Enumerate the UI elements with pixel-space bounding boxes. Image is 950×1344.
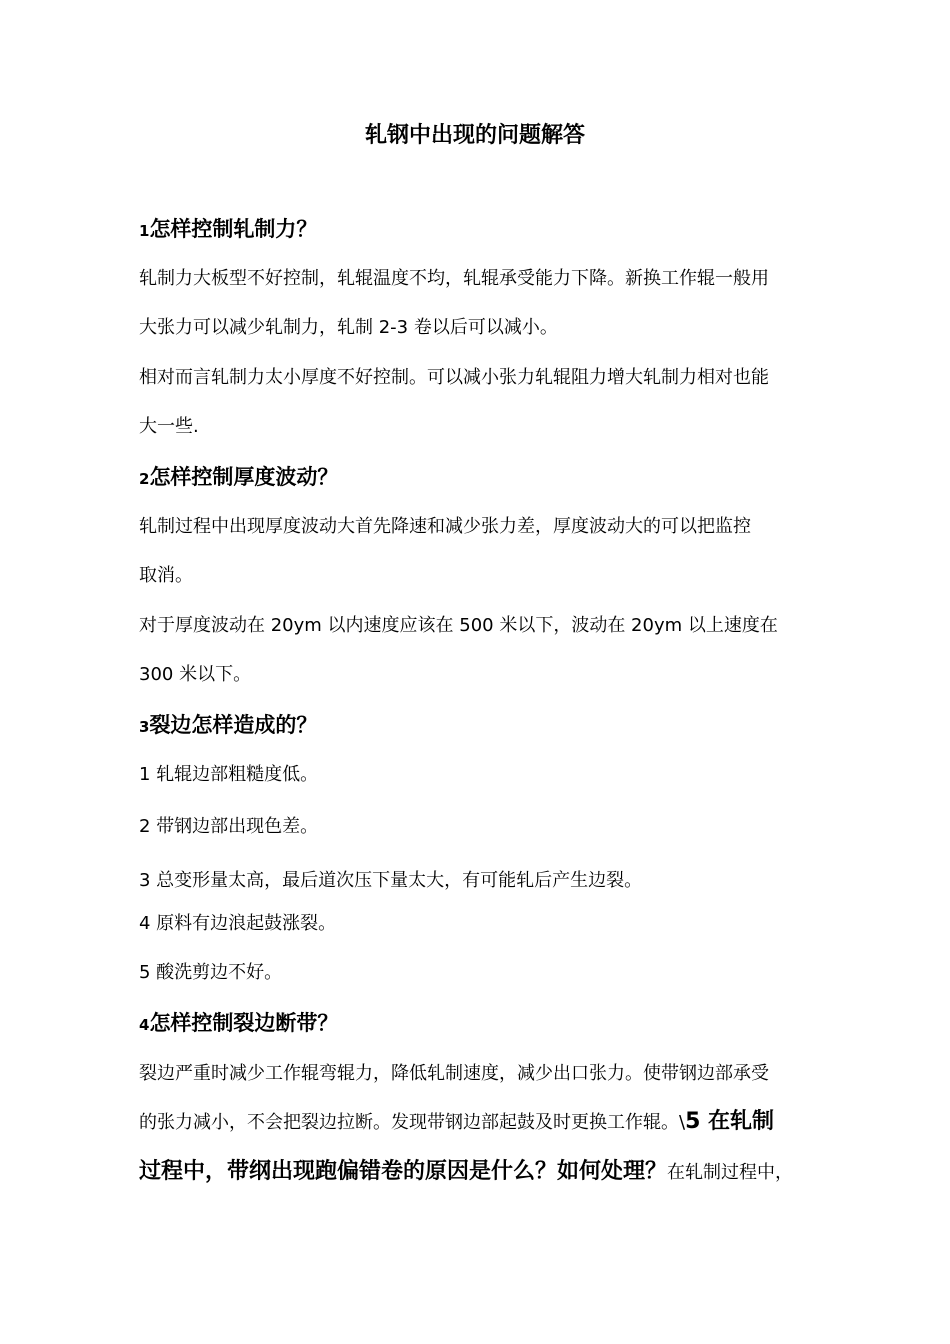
paragraph-line: 轧制力大板型不好控制，轧辊温度不均，轧辊承受能力下降。新换工作辊一般用	[139, 268, 769, 289]
section-heading-1	[139, 214, 317, 246]
paragraph-text: 在轧制过程中，	[667, 1162, 794, 1183]
section-heading-5-rest: 过程中，带纲出现跑偏错卷的原因是什么？如何处理？	[139, 1159, 668, 1184]
paragraph-line: 对于厚度波动在 20ym 以内速度应该在 500 米以下，波动在 20ym 以上速度在	[139, 615, 778, 636]
list-item: 1 轧辊边部粗糙度低。	[139, 764, 319, 785]
paragraph-line: 取消。	[139, 565, 193, 586]
section-heading-4	[139, 1008, 338, 1040]
list-item: 5 酸洗剪边不好。	[139, 962, 283, 983]
section-number: 4	[139, 1016, 150, 1034]
paragraph-line: 相对而言轧制力太小厚度不好控制。可以减小张力轧辊阻力增大轧制力相对也能	[139, 367, 769, 388]
paragraph-line: 大张力可以减少轧制力，轧制 2-3 卷以后可以减小。	[139, 317, 558, 338]
paragraph-line: 300 米以下。	[139, 664, 252, 685]
section-heading-text: 怎样控制轧制力？	[149, 217, 318, 241]
section-number: 2	[139, 470, 150, 488]
list-item: 3 总变形量太高，最后道次压下量太大，有可能轧后产生边裂。	[139, 870, 643, 891]
paragraph-text: 的张力减小，不会把裂边拉断。发现带钢边部起鼓及时更换工作辊。\	[139, 1112, 686, 1133]
paragraph-line: 轧制过程中出现厚度波动大首先降速和减少张力差，厚度波动大的可以把监控	[139, 516, 751, 537]
section-number: 1	[139, 222, 150, 240]
section-heading-text: 裂边怎样造成的？	[149, 713, 318, 737]
page-title: 轧钢中出现的问题解答	[364, 123, 585, 148]
paragraph-line: 裂边严重时减少工作辊弯辊力，降低轧制速度，减少出口张力。使带钢边部承受	[139, 1063, 769, 1084]
section-number: 3	[139, 718, 150, 736]
list-item: 2 带钢边部出现色差。	[139, 816, 319, 837]
section-heading-text: 怎样控制厚度波动？	[149, 465, 339, 489]
section-heading-3	[139, 710, 317, 742]
section-heading-text: 怎样控制裂边断带？	[149, 1011, 339, 1035]
section-heading-2	[139, 462, 338, 494]
paragraph-line: 大一些.	[139, 416, 199, 437]
list-item: 4 原料有边浪起鼓涨裂。	[139, 913, 337, 934]
section-heading-5-start: 5 在轧制	[685, 1109, 775, 1134]
paragraph-line-mixed	[139, 1108, 774, 1137]
paragraph-line-mixed	[139, 1158, 793, 1187]
